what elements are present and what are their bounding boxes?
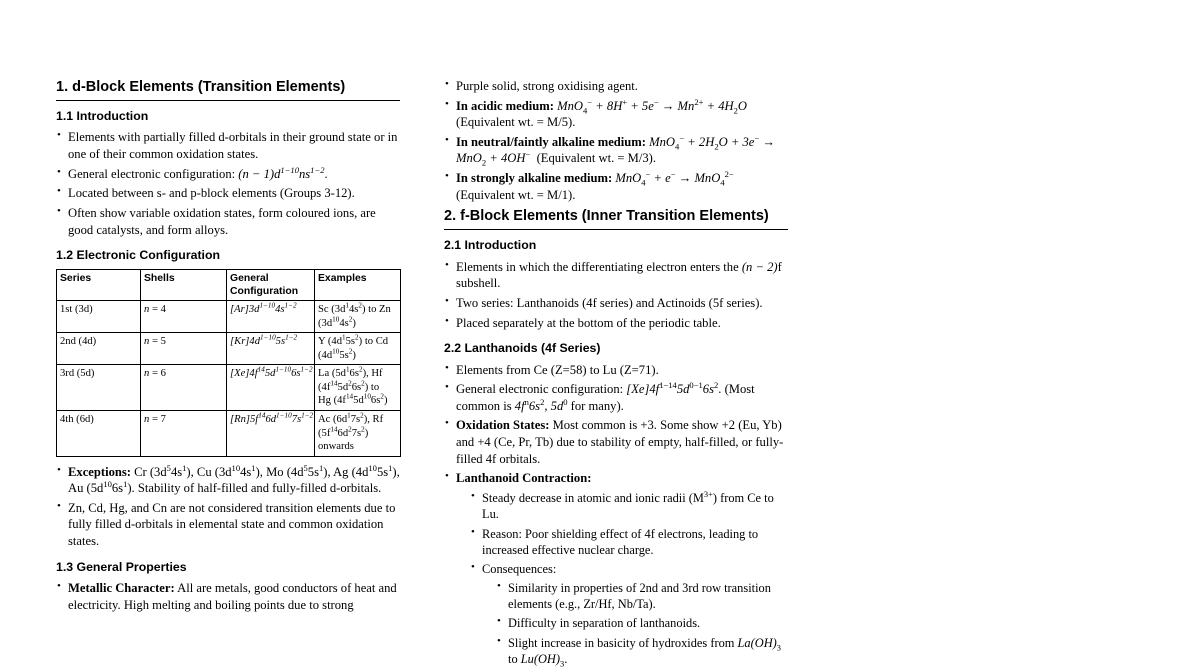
list-item: • Elements in which the differentiating electron enters the (n − 2)f subshell. [444, 259, 788, 292]
neutral-medium-label: In neutral/faintly alkaline medium: [456, 134, 646, 149]
list-item: • Similarity in properties of 2nd and 3rd row transition elements (e.g., Zr/Hf, Nb/Ta). [496, 580, 788, 613]
list-item: • Placed separately at the bottom of the periodic table. [444, 315, 788, 332]
cell-series: 1st (3d) [57, 301, 141, 333]
table-row [57, 301, 401, 333]
cell-configuration: $[Xe]4f^{14}5d^{1-10}6s^{1-2}$ [227, 365, 315, 411]
cell-configuration: $[Rn]5f^{14}6d^{1-10}7s^{1-2}$ [227, 410, 315, 456]
list-item [444, 417, 788, 467]
list-item: • In strongly alkaline medium: MnO$_4$− + e− → MnO$_4^{2-}$ (Equivalent wt. = M/1). [444, 170, 788, 203]
list-item: • Two series: Lanthanoids (4f series) and Actinoids (5f series). [444, 295, 788, 312]
list-item [56, 580, 400, 613]
consequences-label: Consequences: [482, 562, 557, 577]
table-row [57, 365, 401, 411]
permanganate-list [444, 78, 788, 203]
cell-shells: n = 5 [141, 333, 227, 365]
consequences-list [482, 580, 788, 668]
right-column [444, 78, 788, 672]
list-item: • Difficulty in separation of lanthanoids. [496, 615, 788, 631]
section-1-1-heading: 1.1 Introduction [56, 109, 149, 124]
list-item: • General electronic configuration: $(n - 1)d^{1-10}ns^{1-2}$. [56, 166, 400, 183]
list-item-lanthanoid-contraction [444, 470, 788, 667]
lanthanoid-contraction-sublist [456, 490, 788, 668]
cell-shells: n = 6 [141, 365, 227, 411]
section-1-3-list [56, 580, 400, 613]
section-1-3-heading: 1.3 General Properties [56, 559, 187, 574]
section-1-2-heading: 1.2 Electronic Configuration [56, 248, 220, 263]
alkaline-medium-label: In strongly alkaline medium: [456, 171, 613, 186]
oxidation-states-text: Most common is +3. Some show +2 (Eu, Yb) and +4 (Ce, Pr, Tb) due to stability of empty, half-filled, or fully-filled 4f orbitals. [456, 418, 784, 466]
table-header-general-configuration: General Configuration [227, 269, 315, 301]
list-item: • Zn, Cd, Hg, and Cn are not considered transition elements due to fully filled d-orbitals in elemental state and common oxidation states. [56, 500, 400, 550]
oxidation-states-label: Oxidation States: [456, 418, 550, 433]
list-item: • Exceptions: Cr $(3d^54s^1)$, Cu $(3d^{10}4s^1)$, Mo $(4d^55s^1)$, Ag $(4d^{10}5s^1)$, Au $(5d^{10}6s^1)$. Stability of half-filled and fully-filled d-orbitals. [56, 464, 400, 497]
left-column [56, 78, 400, 617]
table-header-row [57, 269, 401, 301]
section-2-2-heading: 2.2 Lanthanoids (4f Series) [444, 341, 601, 356]
metallic-character-text: All are metals, good conductors of heat and electricity. High melting and boiling points due to strong [68, 581, 397, 612]
section-1-heading: 1. d-Block Elements (Transition Elements) [56, 78, 400, 101]
cell-series: 4th (6d) [57, 410, 141, 456]
cell-shells: n = 7 [141, 410, 227, 456]
electronic-configuration-table [56, 269, 401, 457]
cell-examples: Sc $(3d^14s^2)$ to Zn $(3d^{10}4s^2)$ [315, 301, 401, 333]
cell-examples: Ac $(6d^17s^2)$, Rf $(5f^{14}6d^27s^2)$ onwards [315, 410, 401, 456]
table-row [57, 410, 401, 456]
metallic-character-label: Metallic Character: [68, 581, 175, 595]
section-1-1-list [56, 129, 400, 238]
cell-examples: La $(5d^16s^2)$, Hf $(4f^{14}5d^26s^2)$ to Hg $(4f^{14}5d^{10}6s^2)$ [315, 365, 401, 411]
list-item: • In acidic medium: $MnO_4^- + 8H^+ + 5e^- \to Mn^{2+} + 4H_2O$ (Equivalent wt. = M/5). [444, 98, 788, 131]
list-item: • Elements with partially filled d-orbitals in their ground state or in one of their common oxidation states. [56, 129, 400, 162]
cell-configuration: $[Ar]3d^{1-10}4s^{1-2}$ [227, 301, 315, 333]
list-item: • Purple solid, strong oxidising agent. [444, 78, 788, 95]
two-column-layout [56, 78, 1135, 672]
exceptions-label: Exceptions: [68, 464, 131, 479]
acidic-medium-label: In acidic medium: [456, 98, 554, 113]
table-header-shells: Shells [141, 269, 227, 301]
section-2-1-heading: 2.1 Introduction [444, 238, 537, 253]
section-2-1-list [444, 259, 788, 331]
cell-series: 2nd (4d) [57, 333, 141, 365]
list-item: • Located between s- and p-block elements (Groups 3-12). [56, 185, 400, 202]
list-item: • Often show variable oxidation states, form coloured ions, are good catalysts, and form alloys. [56, 205, 400, 238]
lanthanoid-contraction-label: Lanthanoid Contraction: [456, 471, 592, 486]
list-item: • Slight increase in basicity of hydroxides from $La(OH)_3$ to $Lu(OH)_3$. [496, 635, 788, 668]
list-item: • General electronic configuration: $[Xe]4f^{1-14}5d^{0-1}6s^2$. (Most common is $4f^n6s^2$, $5d^0$ for many). [444, 381, 788, 414]
list-item: • Steady decrease in atomic and ionic radii $(M^{3+})$ from Ce to Lu. [470, 490, 788, 523]
list-item-consequences [470, 561, 788, 667]
cell-configuration: $[Kr]4d^{1-10}5s^{1-2}$ [227, 333, 315, 365]
list-item: • Elements from Ce (Z=58) to Lu (Z=71). [444, 362, 788, 379]
cell-examples: Y $(4d^15s^2)$ to Cd $(4d^{10}5s^2)$ [315, 333, 401, 365]
table-header-series: Series [57, 269, 141, 301]
section-2-2-list [444, 362, 788, 668]
list-item: • Reason: Poor shielding effect of 4f electrons, leading to increased effective nuclear charge. [470, 526, 788, 559]
section-2-heading: 2. f-Block Elements (Inner Transition Elements) [444, 207, 788, 230]
cell-series: 3rd (5d) [57, 365, 141, 411]
table-row [57, 333, 401, 365]
exceptions-list [56, 464, 400, 550]
cell-shells: n = 4 [141, 301, 227, 333]
list-item: • In neutral/faintly alkaline medium: $MnO_4^- + 2H_2O + 3e^- \to MnO_2 + 4OH^-$ (Equivalent wt. = M/3). [444, 134, 788, 167]
table-header-examples: Examples [315, 269, 401, 301]
